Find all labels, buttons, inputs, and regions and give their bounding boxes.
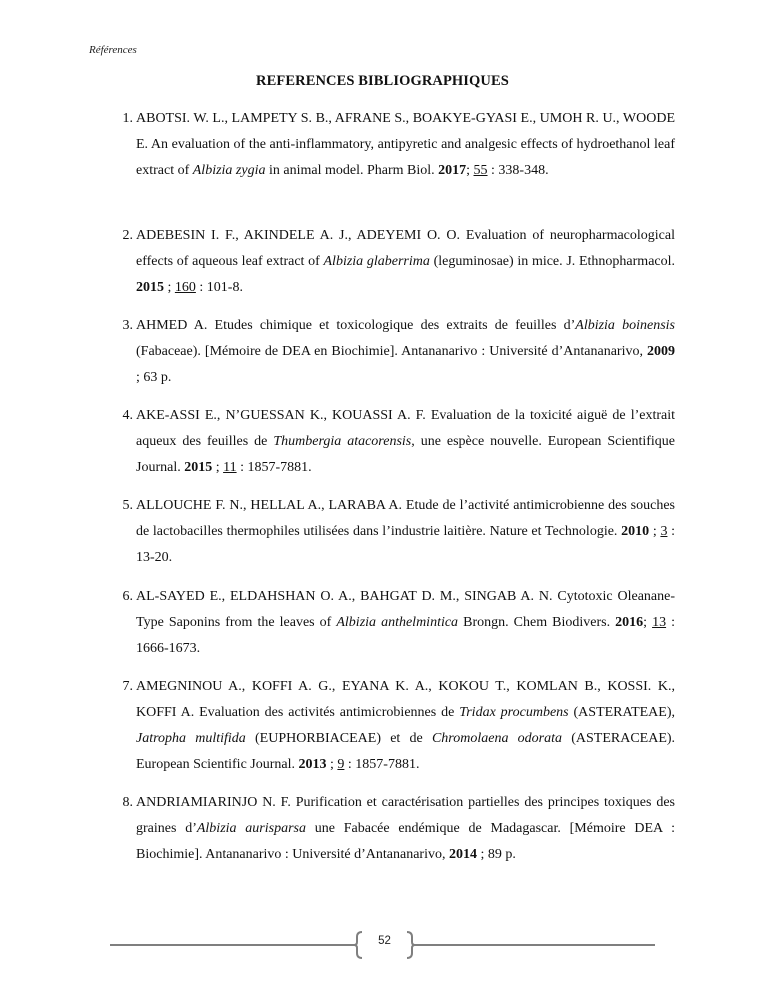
reference-source: (Fabaceae). [Mémoire de DEA en Biochimie]. Antananarivo : Université d’Antananarivo, [136, 344, 643, 359]
reference-title: Purification et caractérisation partielles des principes toxiques des graines d’ [136, 795, 675, 836]
reference-title: Evaluation of neuropharmacological effects of aqueous leaf extract of [136, 228, 675, 269]
reference-authors: ANDRIAMIARINJO N. F. [136, 795, 291, 810]
reference-item [122, 584, 676, 662]
reference-title: Etude de l’activité antimicrobienne des souches de lactobacilles thermophiles utilisées dans l’industrie laitière. Nature et Technologie. [136, 498, 675, 539]
reference-year: 2017 [438, 163, 467, 178]
running-header: Références [89, 44, 137, 56]
reference-number: 1. [122, 111, 133, 126]
reference-family: (EUPHORBIACEAE) et de [255, 731, 423, 746]
page-footer [110, 930, 655, 960]
reference-title: Evaluation des activités antimicrobiennes de [199, 705, 455, 720]
reference-number: 5. [122, 498, 133, 513]
reference-year: 2013 [298, 757, 327, 772]
reference-source: (ASTERACEAE). European Scientific Journal. [136, 731, 676, 772]
reference-source: une Fabacée endémique de Madagascar. [Mémoire DEA : Biochimie]. Antananarivo : Université d’Antananarivo, [136, 821, 676, 862]
reference-separator: ; [167, 280, 172, 295]
reference-item [122, 106, 675, 184]
reference-authors: ADEBESIN I. F., AKINDELE A. J., ADEYEMI O. O. [136, 228, 460, 243]
reference-volume: 3 [660, 524, 668, 539]
reference-pages: : 1666-1673. [136, 615, 676, 656]
reference-item [122, 403, 676, 481]
reference-volume: 9 [337, 757, 345, 772]
species-name: Albizia anthelmintica [336, 615, 459, 630]
reference-title: An evaluation of the anti-inflammatory, antipyretic and analgesic effects of hydroethanol leaf extract of [136, 137, 675, 178]
reference-year: 2015 [136, 280, 164, 295]
reference-pages: : 101-8. [199, 280, 243, 295]
reference-item [122, 790, 676, 868]
reference-title: Etudes chimique et toxicologique des extraits de feuilles d’ [214, 318, 576, 333]
reference-year: 2010 [621, 524, 650, 539]
reference-source: Brongn. Chem Biodivers. [463, 615, 611, 630]
reference-number: 3. [122, 318, 133, 333]
page-number: 52 [378, 935, 391, 947]
reference-number: 2. [122, 228, 133, 243]
reference-volume: 13 [652, 615, 667, 630]
reference-authors: ABOTSI. W. L., LAMPETY S. B., AFRANE S., BOAKYE-GYASI E., UMOH R. U., WOODE E. [136, 111, 675, 152]
reference-separator: ; [466, 163, 471, 178]
reference-volume: 11 [223, 460, 237, 475]
species-name: Albizia boinensis [575, 318, 676, 333]
reference-authors: AL-SAYED E., ELDAHSHAN O. A., BAHGAT D. M., SINGAB A. N. [136, 589, 553, 604]
reference-separator: ; [652, 524, 657, 539]
reference-source: in animal model. Pharm Biol. [268, 163, 435, 178]
reference-family: (ASTERATEAE), [573, 705, 676, 720]
reference-year: 2009 [647, 344, 675, 359]
species-name: Albizia zygia [192, 163, 266, 178]
reference-item [122, 493, 676, 571]
reference-pages: : 1857-7881. [347, 757, 420, 772]
reference-volume: 160 [174, 280, 196, 295]
reference-tail: ; 89 p. [480, 847, 516, 862]
reference-year: 2015 [184, 460, 213, 475]
reference-source: , une espèce nouvelle. European Scientifique Journal. [136, 434, 676, 475]
page-title: REFERENCES BIBLIOGRAPHIQUES [256, 73, 509, 89]
reference-separator: ; [215, 460, 220, 475]
reference-pages: : 13-20. [136, 524, 676, 565]
species-name: Tridax procumbens [459, 705, 569, 720]
reference-number: 4. [122, 408, 133, 423]
reference-item [122, 674, 676, 778]
reference-item [122, 313, 676, 391]
species-name: Jatropha multifida [136, 731, 246, 746]
reference-separator: ; [643, 615, 648, 630]
reference-authors: AMEGNINOU A., KOFFI A. G., EYANA K. A., KOKOU T., KOMLAN B., KOSSI. K., KOFFI A. [136, 679, 675, 720]
reference-number: 6. [122, 589, 133, 604]
reference-source: (leguminosae) in mice. J. Ethnopharmacol. [433, 254, 676, 269]
species-name: Chromolaena odorata [431, 731, 562, 746]
reference-title: Evaluation de la toxicité aiguë de l’extrait aqueux des feuilles de [136, 408, 676, 449]
reference-title: Cytotoxic Oleanane-Type Saponins from the leaves of [136, 589, 676, 630]
species-name: Albizia aurisparsa [196, 821, 306, 836]
reference-number: 8. [122, 795, 133, 810]
reference-authors: ALLOUCHE F. N., HELLAL A., LARABA A. [136, 498, 402, 513]
reference-pages: : 338-348. [491, 163, 549, 178]
reference-separator: ; [330, 757, 334, 772]
reference-authors: AHMED A. [136, 318, 208, 333]
footer-rule-right [413, 944, 655, 946]
species-name: Thumbergia atacorensis [273, 434, 412, 449]
reference-authors: AKE-ASSI E., N’GUESSAN K., KOUASSI A. F. [136, 408, 426, 423]
reference-pages: : 1857-7881. [240, 460, 312, 475]
footer-rule-left [110, 944, 356, 946]
reference-year: 2016 [615, 615, 644, 630]
reference-number: 7. [122, 679, 133, 694]
reference-volume: 55 [473, 163, 488, 178]
reference-year: 2014 [448, 847, 477, 862]
reference-item [122, 223, 676, 301]
reference-tail: ; 63 p. [136, 370, 172, 385]
species-name: Albizia glaberrima [323, 254, 430, 269]
